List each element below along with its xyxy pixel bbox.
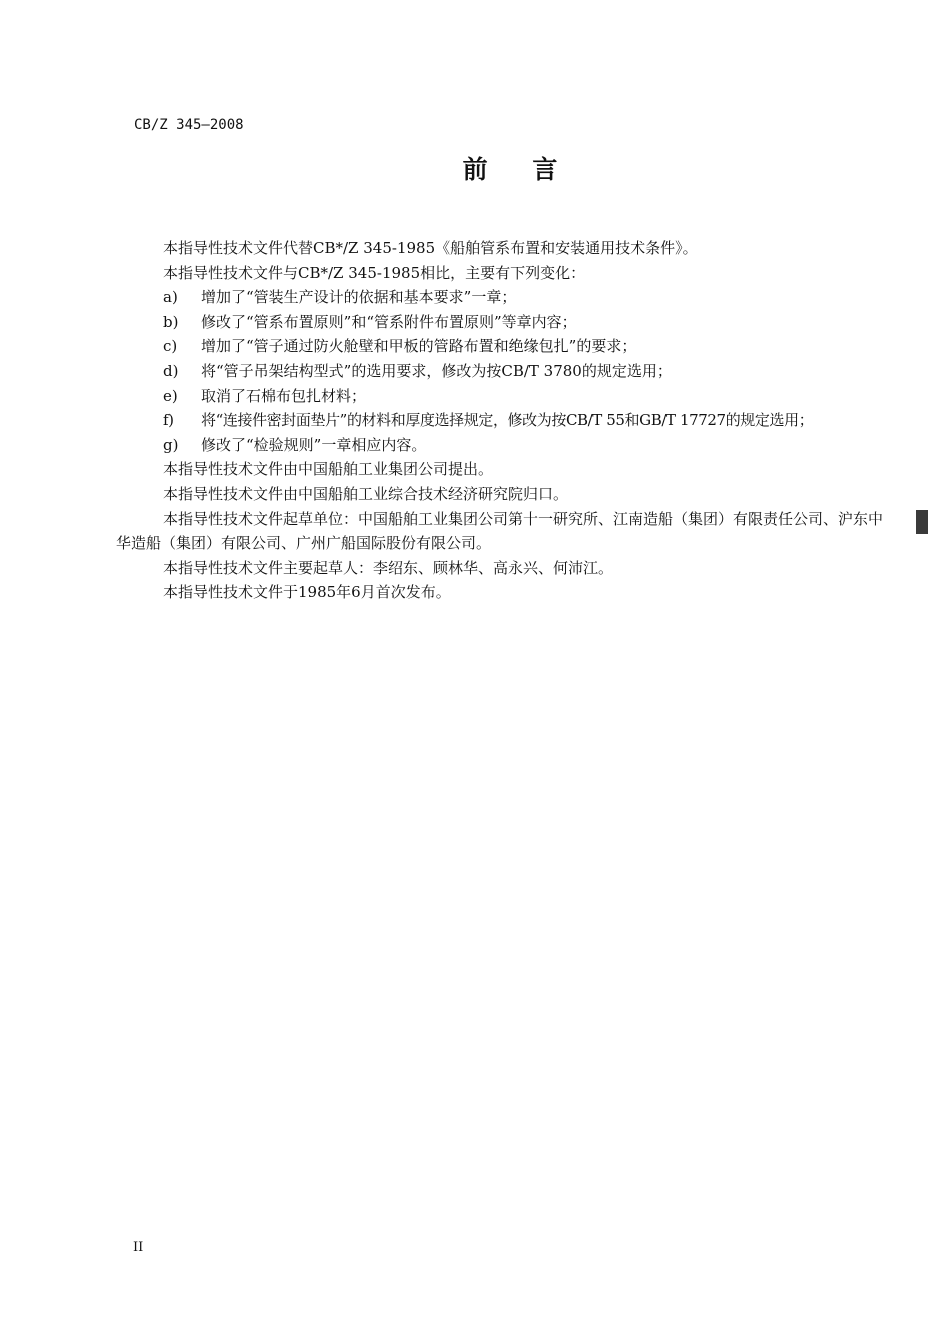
list-item <box>116 433 896 458</box>
paragraph-drafters: 本指导性技术文件主要起草人：李绍东、顾林华、高永兴、何沛江。 <box>163 558 614 577</box>
list-item-label: a) <box>163 288 178 307</box>
list-item-text: 取消了石棉布包扎材料； <box>201 386 367 405</box>
list-item-label: g) <box>163 435 179 454</box>
list-item-text: 修改了“管系布置原则”和“管系附件布置原则”等章内容； <box>201 312 577 331</box>
list-item-text: 修改了“检验规则”一章相应内容。 <box>201 435 427 454</box>
list-item <box>116 285 896 310</box>
list-item <box>116 334 896 359</box>
list-item-text: 将“连接件密封面垫片”的材料和厚度选择规定，修改为按CB/T 55和GB/T 17727的规定选用； <box>201 411 814 430</box>
paragraph-first-issue: 本指导性技术文件于1985年6月首次发布。 <box>163 583 451 602</box>
paragraph-proposer: 本指导性技术文件由中国船舶工业集团公司提出。 <box>163 460 494 479</box>
paragraph-changes-intro: 本指导性技术文件与CB*/Z 345-1985相比，主要有下列变化： <box>163 263 586 282</box>
list-item-text: 增加了“管子通过防火舱壁和甲板的管路布置和绝缘包扎”的要求； <box>201 337 637 356</box>
list-item-text: 将“管子吊架结构型式”的选用要求，修改为按CB/T 3780的规定选用； <box>201 361 672 380</box>
list-item <box>116 384 896 409</box>
list-item-label: b) <box>163 312 179 331</box>
list-item-label: c) <box>163 337 178 356</box>
document-code: CB/Z 345—2008 <box>134 117 244 133</box>
foreword-body <box>116 236 896 605</box>
list-item <box>116 310 896 335</box>
paragraph-drafting-units: 本指导性技术文件起草单位：中国船舶工业集团公司第十一研究所、江南造船（集团）有限责任公司、沪东中华造船（集团）有限公司、广州广船国际股份有限公司。 <box>116 509 884 553</box>
page-number: II <box>133 1240 144 1255</box>
page-title: 前 言 <box>462 155 562 184</box>
scan-margin-mark <box>916 510 928 534</box>
paragraph-replaces: 本指导性技术文件代替CB*/Z 345-1985《船舶管系布置和安装通用技术条件》。 <box>163 239 698 257</box>
list-item <box>116 408 896 433</box>
list-item-label: f) <box>163 411 174 430</box>
list-item-label: d) <box>163 361 179 380</box>
paragraph-administrator: 本指导性技术文件由中国船舶工业综合技术经济研究院归口。 <box>163 484 569 503</box>
list-item-text: 增加了“管装生产设计的依据和基本要求”一章； <box>201 288 517 307</box>
list-item-label: e) <box>163 386 178 405</box>
list-item <box>116 359 896 384</box>
